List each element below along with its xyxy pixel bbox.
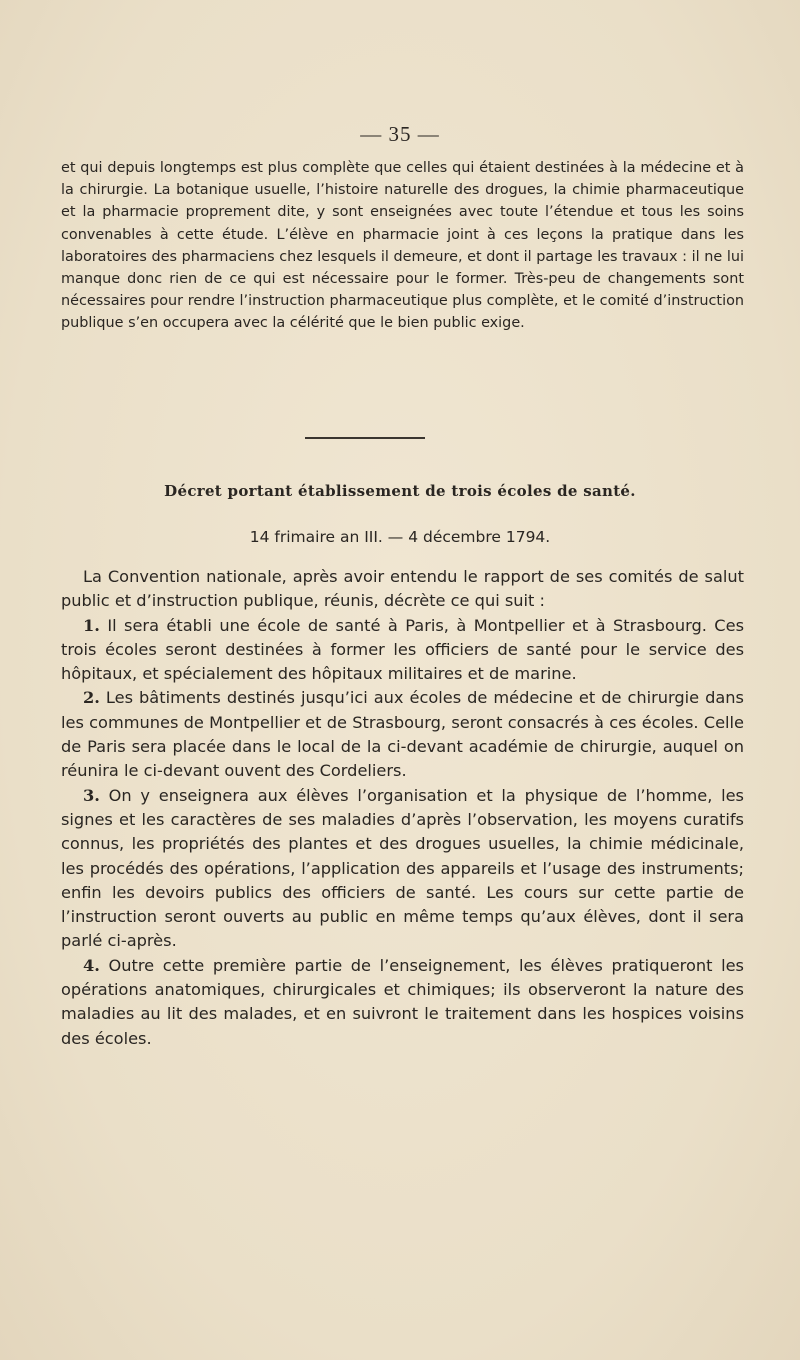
article-number: 2. [83, 688, 100, 708]
decree-date: 14 frimaire an III. — 4 décembre 1794. [249, 528, 551, 546]
article-text: Les bâtiments destinés jusqu’ici aux écoles de médecine et de chirurgie dans les communes de Montpellier et de Strasbourg, seront consacrés à ces écoles. Celle de Paris sera placée dans le local de la ci-devant académie de chirurgie, auquel on réunira le ci-devant ouvent des Cordeliers. [61, 688, 744, 781]
decree-body [61, 565, 744, 1051]
decree-title: Décret portant établissement de trois écoles de santé. [164, 482, 636, 500]
article-text: Il sera établi une école de santé à Paris, à Montpellier et à Strasbourg. Ces trois écoles seront destinées à former les officiers de santé pour le service des hôpitaux, et spécialement des hôpitaux militaires et de marine. [61, 615, 744, 684]
article-4 [61, 954, 744, 1051]
article-number: 1. [83, 615, 100, 635]
page-number: — 35 — [360, 122, 440, 146]
article-3 [61, 784, 744, 954]
intro-paragraph: et qui depuis longtemps est plus complète que celles qui étaient destinées à la médecine et à la chirurgie. La botanique usuelle, l’histoire naturelle des drogues, la chimie pharmaceutique et la pharmacie proprement dite, y sont enseignées avec toute l’étendue et tous les soins convenables à cette étude. L’élève en pharmacie joint à ces leçons la pratique dans les laboratoires des pharmaciens chez lesquels il demeure, et dont il partage les travaux : il ne lui manque donc rien de ce qui est nécessaire pour le former. Très-peu de changements sont nécessaires pour rendre l’instruction pharmaceutique plus complète, et le comité d’instruction publique s’en occupera avec la célérité que le bien public exige. [61, 160, 744, 332]
section-divider [305, 437, 425, 439]
article-number: 4. [83, 955, 100, 975]
article-1 [61, 614, 744, 687]
decree-preamble: La Convention nationale, après avoir entendu le rapport de ses comités de salut public et d’instruction publique, réunis, décrète ce qui suit : [61, 567, 744, 611]
article-number: 3. [83, 785, 100, 805]
article-text: On y enseignera aux élèves l’organisation et la physique de l’homme, les signes et les caractères de ses maladies d’après l’observation, les moyens curatifs connus, les propriétés des plantes et des drogues usuelles, la chimie médicinale, les procédés des opérations, l’application des appareils et l’usage des instruments; enfin les devoirs publics des officiers de santé. Les cours sur cette partie de l’instruction seront ouverts au public en même temps qu’aux élèves, dont il sera parlé ci-après. [61, 785, 744, 951]
article-2 [61, 686, 744, 783]
article-text: Outre cette première partie de l’enseignement, les élèves pratiqueront les opérations anatomiques, chirurgicales et chimiques; ils observeront la nature des maladies au lit des malades, et en suivront le traitement dans les hospices voisins des écoles. [61, 955, 744, 1048]
